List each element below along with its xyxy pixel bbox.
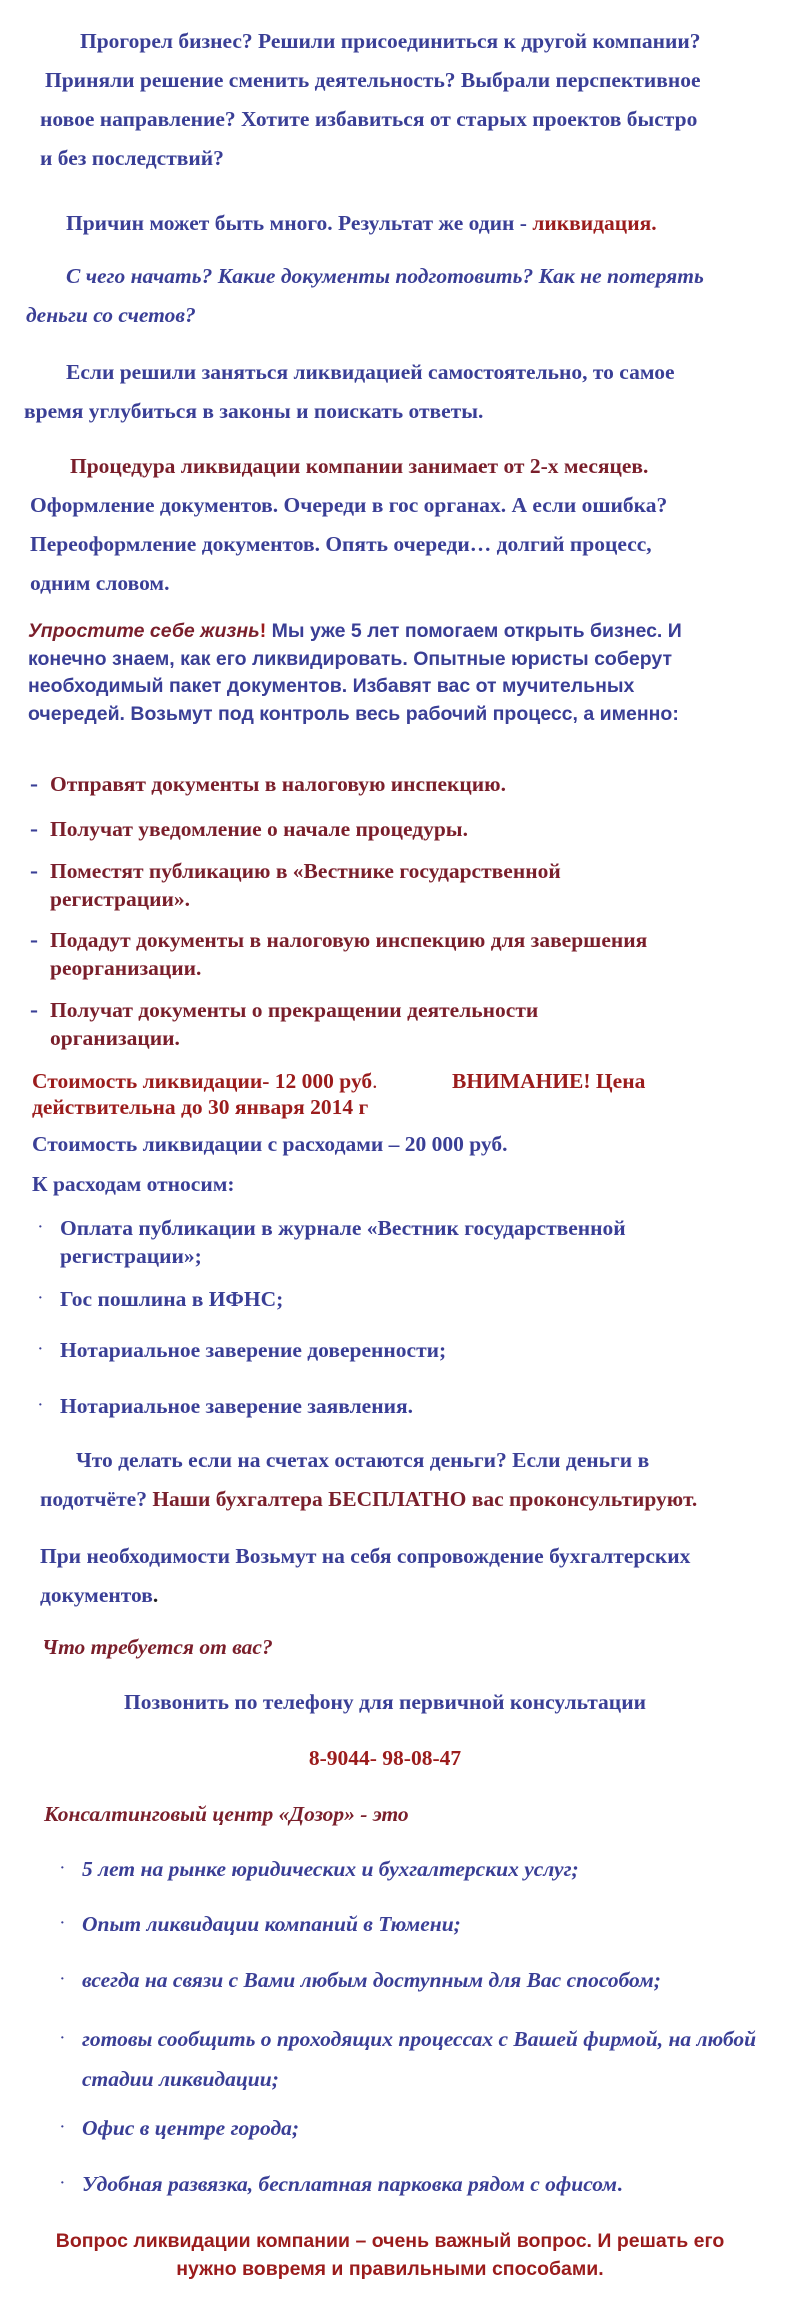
simplify-line-3: необходимый пакет документов. Избавят вас от мучительных xyxy=(28,675,635,697)
money-paragraph xyxy=(40,1441,800,1519)
center-text-dot: . xyxy=(616,2172,623,2196)
intro-line-2: Приняли решение сменить деятельность? Выбрали перспективное xyxy=(45,68,701,92)
center-title: Консалтинговый центр «Дозор» - это xyxy=(44,1802,409,1826)
simplify-rest: Мы уже 5 лет помогаем открыть бизнес. И xyxy=(266,620,682,642)
step-text: Подадут документы в налоговую инспекцию для завершения реорганизации. xyxy=(50,928,648,980)
step-text: Поместят публикацию в «Вестнике государственной регистрации». xyxy=(50,859,561,911)
center-item xyxy=(60,1910,760,1938)
step-item xyxy=(30,996,630,1052)
intro-line-1: Прогорел бизнес? Решили присоединиться к другой компании? xyxy=(80,29,701,53)
center-item xyxy=(60,2114,760,2142)
procedure-line-3: Переоформление документов. Опять очереди… долгий процесс, xyxy=(30,532,652,556)
step-item xyxy=(30,926,730,982)
center-item xyxy=(60,2170,780,2198)
center-text-body: Удобная развязка, бесплатная парковка рядом с офисом xyxy=(82,2172,617,2196)
simplify-excl: ! xyxy=(259,620,267,642)
phone-number[interactable]: 8-9044- 98-08-47 xyxy=(308,1746,462,1770)
price-attention: ВНИМАНИЕ! Цена xyxy=(452,1069,646,1093)
step-text: Получат уведомление о начале процедуры. xyxy=(50,817,468,841)
support-paragraph xyxy=(40,1537,800,1615)
self-line-1: Если решили заняться ликвидацией самостоятельно, то самое xyxy=(66,360,675,384)
simplify-paragraph xyxy=(28,618,788,728)
expense-text: Нотариальное заверение доверенности; xyxy=(60,1338,447,1362)
procedure-line-2: Оформление документов. Очереди в гос органах. А если ошибка? xyxy=(30,493,668,517)
center-item xyxy=(60,2019,760,2099)
center-marker: · xyxy=(60,1972,65,1987)
center-marker: · xyxy=(60,1861,65,1876)
center-marker: · xyxy=(60,2176,65,2191)
center-text xyxy=(60,2170,780,2198)
step-text: Отправят документы в налоговую инспекцию. xyxy=(50,772,506,796)
step-marker: - xyxy=(30,858,38,884)
expense-marker: · xyxy=(38,1220,43,1235)
procedure-line-4: одним словом. xyxy=(30,571,170,595)
intro-line-4: и без последствий? xyxy=(40,146,224,170)
expenses-title: К расходам относим: xyxy=(32,1172,235,1196)
support-line-1: При необходимости Возьмут на себя сопровождение бухгалтерских xyxy=(40,1544,691,1568)
self-paragraph xyxy=(24,353,784,431)
center-marker: · xyxy=(60,2031,65,2046)
required-title: Что требуется от вас? xyxy=(42,1635,273,1659)
procedure-line-1: Процедура ликвидации компании занимает от 2-х месяцев. xyxy=(70,454,649,478)
questions-line-1: С чего начать? Какие документы подготовить? Как не потерять xyxy=(66,264,704,288)
footer-paragraph xyxy=(0,2227,780,2283)
expense-marker: · xyxy=(38,1398,43,1413)
step-marker: - xyxy=(30,816,38,842)
step-marker: - xyxy=(30,927,38,953)
footer-line-1: Вопрос ликвидации компании – очень важный вопрос. И решать его xyxy=(55,2230,725,2252)
price-line-1 xyxy=(32,1067,772,1095)
price-cost: Стоимость ликвидации- 12 000 руб xyxy=(32,1069,373,1093)
intro-paragraph xyxy=(40,22,780,178)
money-line-2 xyxy=(40,1480,800,1519)
intro-line-3: новое направление? Хотите избавиться от старых проектов быстро xyxy=(40,107,698,131)
expense-text: Оплата публикации в журнале «Вестник государственной регистрации»; xyxy=(60,1216,626,1268)
footer-line-2: нужно вовремя и правильными способами. xyxy=(176,2258,604,2280)
expense-text: Нотариальное заверение заявления. xyxy=(60,1394,414,1418)
step-item xyxy=(30,770,730,798)
simplify-lead: Упростите себе жизнь xyxy=(28,620,260,642)
required-call: Позвонить по телефону для первичной консультации xyxy=(124,1690,646,1714)
center-marker: · xyxy=(60,2120,65,2135)
simplify-line-1 xyxy=(28,618,788,646)
reasons-text: Причин может быть много. Результат же один - xyxy=(66,211,533,235)
step-item xyxy=(30,857,650,913)
expense-item xyxy=(38,1392,738,1420)
price-with-expenses: Стоимость ликвидации с расходами – 20 000 руб. xyxy=(32,1132,508,1156)
money-line-1: Что делать если на счетах остаются деньги? Если деньги в xyxy=(76,1448,650,1472)
center-text: готовы сообщить о проходящих процессах с Вашей фирмой, на любой стадии ликвидации; xyxy=(82,2027,757,2091)
center-text: 5 лет на рынке юридических и бухгалтерских услуг; xyxy=(82,1857,579,1881)
support-docs: документов xyxy=(40,1583,153,1607)
step-item xyxy=(30,815,730,843)
step-marker: - xyxy=(30,771,38,797)
center-text: всегда на связи с Вами любым доступным для Вас способом; xyxy=(82,1968,661,1992)
center-marker: · xyxy=(60,1916,65,1931)
simplify-line-2: конечно знаем, как его ликвидировать. Опытные юристы соберут xyxy=(28,647,673,670)
center-item xyxy=(60,1966,780,1994)
money-free-consult: Наши бухгалтера БЕСПЛАТНО вас проконсультируют. xyxy=(152,1487,698,1511)
support-line-2 xyxy=(40,1576,800,1615)
expense-marker: · xyxy=(38,1342,43,1357)
questions-paragraph xyxy=(26,257,786,335)
reasons-paragraph xyxy=(66,204,786,243)
money-question: подотчёте? xyxy=(40,1487,153,1511)
procedure-paragraph xyxy=(30,447,790,603)
expense-item xyxy=(38,1285,738,1313)
expense-marker: · xyxy=(38,1291,43,1306)
center-text: Офис в центре города; xyxy=(82,2116,300,2140)
questions-line-2: деньги со счетов? xyxy=(26,303,196,327)
price-dot: . xyxy=(372,1069,378,1093)
simplify-line-4: очередей. Возьмут под контроль весь рабочий процесс, а именно: xyxy=(28,702,679,725)
step-marker: - xyxy=(30,997,38,1023)
center-text: Опыт ликвидации компаний в Тюмени; xyxy=(82,1912,461,1936)
expense-item xyxy=(38,1214,738,1270)
support-dot: . xyxy=(152,1583,159,1607)
reasons-highlight: ликвидация. xyxy=(532,211,657,235)
center-item xyxy=(60,1855,760,1883)
expense-item xyxy=(38,1336,738,1364)
self-line-2: время углубиться в законы и поискать ответы. xyxy=(24,399,484,423)
price-line-2: действительна до 30 января 2014 г xyxy=(32,1095,369,1119)
step-text: Получат документы о прекращении деятельности организации. xyxy=(50,998,539,1050)
expense-text: Гос пошлина в ИФНС; xyxy=(60,1287,284,1311)
